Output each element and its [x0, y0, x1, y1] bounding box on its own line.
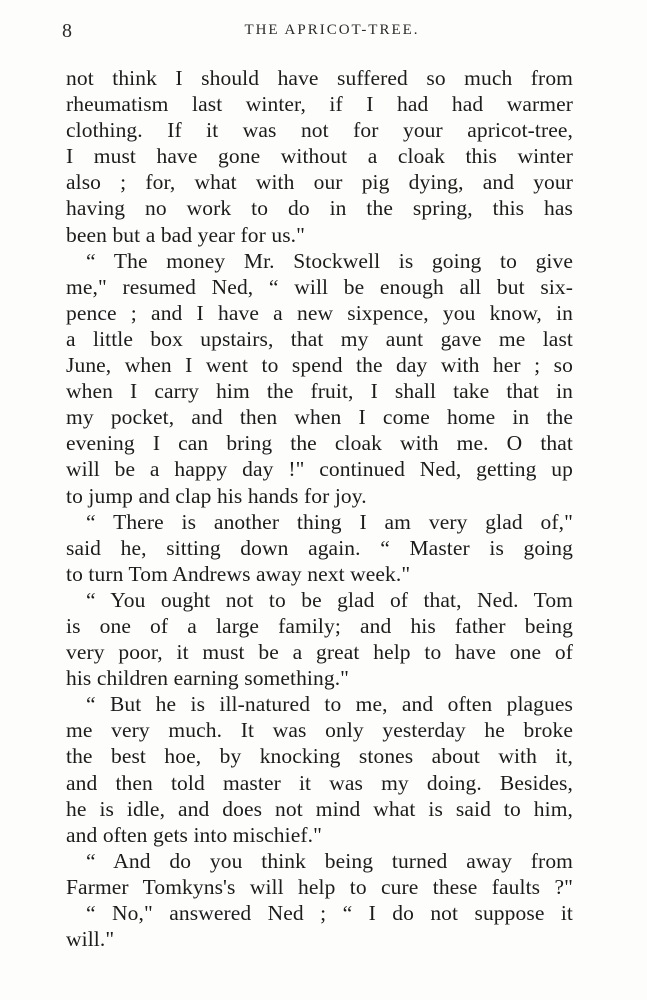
- text-line: to turn Tom Andrews away next week.": [66, 561, 411, 586]
- text-line: evening I can bring the cloak with me. O that: [66, 431, 573, 456]
- text-line: said he, sitting down again. “ Master is going: [66, 535, 573, 560]
- text-line: me very much. It was only yesterday he broke: [66, 718, 573, 743]
- text-line: and then told master it was my doing. Besides,: [66, 770, 573, 795]
- text-line: when I carry him the fruit, I shall take that in: [66, 379, 573, 404]
- page-header: [62, 20, 572, 48]
- text-line: “ No," answered Ned ; “ I do not suppose it: [86, 901, 573, 925]
- text-line: very poor, it must be a great help to have one of: [66, 640, 573, 665]
- text-line: pence ; and I have a new sixpence, you know, in: [66, 300, 573, 325]
- text-line: clothing. If it was not for your apricot-tree,: [66, 118, 573, 143]
- text-line: having no work to do in the spring, this has: [66, 196, 573, 221]
- text-line: “ The money Mr. Stockwell is going to give: [86, 248, 573, 273]
- text-line: “ But he is ill-natured to me, and often plagues: [86, 692, 573, 717]
- text-line: also ; for, what with our pig dying, and your: [66, 170, 573, 195]
- text-line: June, when I went to spend the day with her ; so: [66, 353, 573, 378]
- text-line: the best hoe, by knocking stones about with it,: [66, 744, 573, 769]
- text-line: and often gets into mischief.": [66, 822, 322, 847]
- text-line: is one of a large family; and his father being: [66, 613, 573, 638]
- text-line: been but a bad year for us.": [66, 222, 306, 247]
- text-line: a little box upstairs, that my aunt gave me last: [66, 326, 573, 351]
- text-line: “ You ought not to be glad of that, Ned. Tom: [86, 587, 573, 612]
- text-line: “ There is another thing I am very glad of,": [86, 509, 573, 534]
- text-line: will be a happy day !" continued Ned, getting up: [66, 457, 573, 482]
- page-number: 8: [62, 20, 72, 42]
- text-line: my pocket, and then when I come home in the: [66, 405, 573, 430]
- text-line: me," resumed Ned, “ will be enough all but six-: [66, 274, 573, 299]
- text-line: rheumatism last winter, if I had had warmer: [66, 92, 573, 117]
- text-line: Farmer Tomkyns's will help to cure these faults ?": [66, 874, 573, 899]
- text-line: will.": [66, 927, 115, 952]
- text-line: he is idle, and does not mind what is said to him,: [66, 796, 573, 821]
- body-text: [66, 65, 573, 952]
- text-line: not think I should have suffered so much from: [66, 66, 573, 90]
- text-line: I must have gone without a cloak this winter: [66, 144, 573, 169]
- text-line: his children earning something.": [66, 666, 350, 691]
- text-line: to jump and clap his hands for joy.: [66, 483, 367, 508]
- running-title: THE APRICOT-TREE.: [244, 22, 420, 38]
- text-line: “ And do you think being turned away from: [86, 848, 573, 873]
